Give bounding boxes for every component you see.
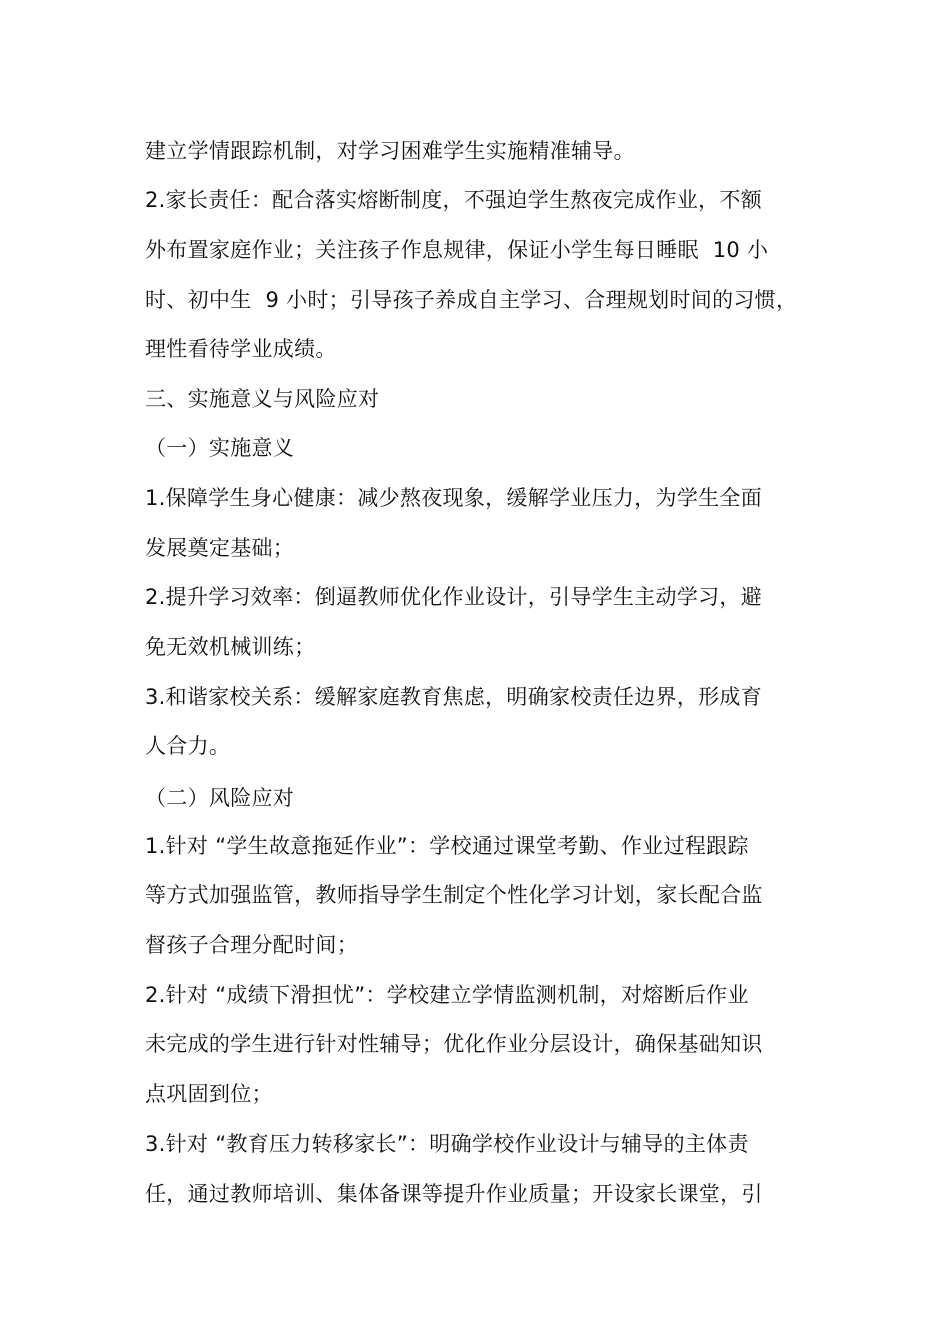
section-heading: 三、实施意义与风险应对 bbox=[145, 387, 380, 411]
text-line: 外布置家庭作业；关注孩子作息规律，保证小学生每日睡眠 10 小 bbox=[145, 238, 769, 262]
subsection-heading: （一）实施意义 bbox=[145, 436, 295, 460]
text-line: 3.和谐家校关系：缓解家庭教育焦虑，明确家校责任边界，形成育 bbox=[145, 685, 763, 709]
text-line: 点巩固到位； bbox=[145, 1082, 273, 1106]
text-line: 任，通过教师培训、集体备课等提升作业质量；开设家长课堂，引 bbox=[145, 1182, 763, 1206]
text-line: 2.针对 “成绩下滑担忧”：学校建立学情监测机制，对熔断后作业 bbox=[145, 983, 749, 1007]
text-line: 2.提升学习效率：倒逼教师优化作业设计，引导学生主动学习，避 bbox=[145, 585, 763, 609]
text-line: 2.家长责任：配合落实熔断制度，不强迫学生熬夜完成作业，不额 bbox=[145, 188, 763, 212]
text-line: 时、初中生 9 小时；引导孩子养成自主学习、合理规划时间的习惯， bbox=[145, 288, 798, 312]
text-line: 发展奠定基础； bbox=[145, 536, 295, 560]
text-line: 建立学情跟踪机制，对学习困难学生实施精准辅导。 bbox=[145, 139, 635, 163]
text-line: 等方式加强监管，教师指导学生制定个性化学习计划，家长配合监 bbox=[145, 883, 763, 907]
text-line: 免无效机械训练； bbox=[145, 635, 316, 659]
text-line: 1.针对 “学生故意拖延作业”：学校通过课堂考勤、作业过程跟踪 bbox=[145, 834, 749, 858]
text-line: 人合力。 bbox=[145, 734, 231, 758]
text-line: 督孩子合理分配时间； bbox=[145, 933, 358, 957]
text-line: 1.保障学生身心健康：减少熬夜现象，缓解学业压力，为学生全面 bbox=[145, 486, 763, 510]
text-line: 理性看待学业成绩。 bbox=[145, 337, 337, 361]
text-line: 3.针对 “教育压力转移家长”：明确学校作业设计与辅导的主体责 bbox=[145, 1132, 749, 1156]
text-line: 未完成的学生进行针对性辅导；优化作业分层设计，确保基础知识 bbox=[145, 1032, 763, 1056]
subsection-heading: （二）风险应对 bbox=[145, 786, 295, 810]
